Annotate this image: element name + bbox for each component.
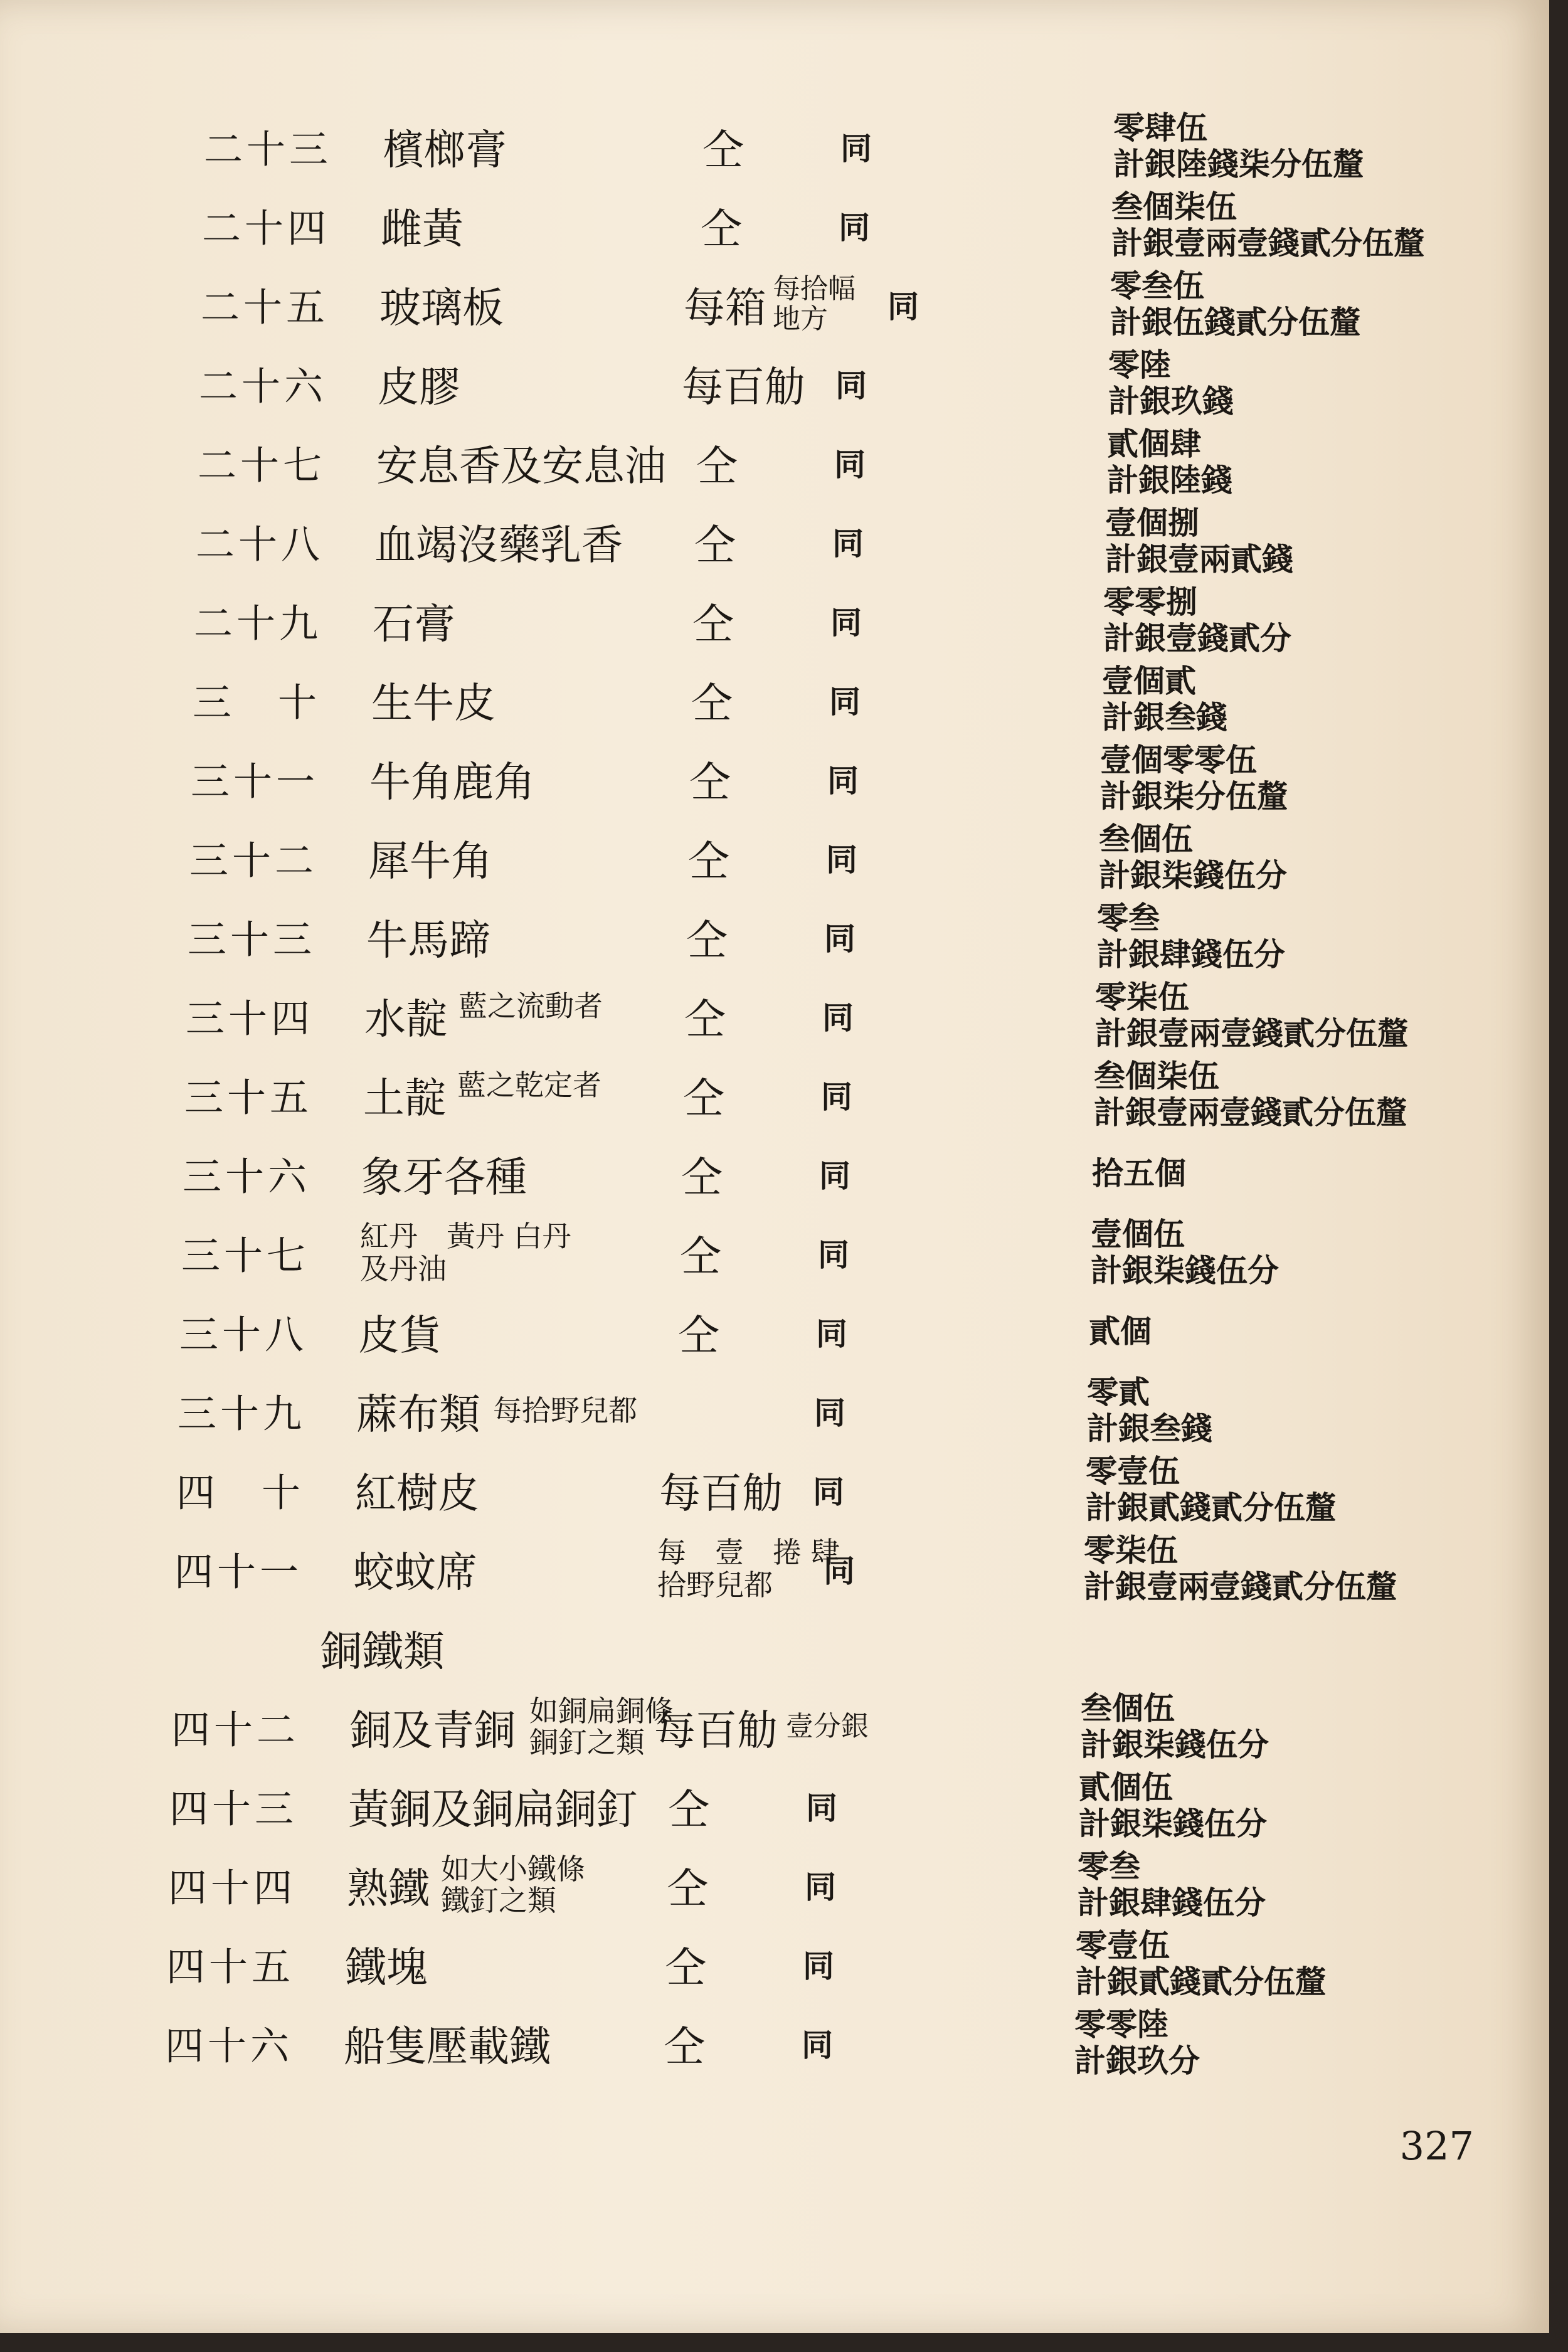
duty-line-2: 計銀貳錢貳分伍釐	[1086, 1489, 1337, 1526]
same-marker: 同	[840, 130, 872, 167]
duty-line-1: 零壹伍	[1086, 1453, 1180, 1490]
duty-line-2: 計銀陸錢柒分伍釐	[1113, 146, 1364, 183]
table-row	[0, 581, 1549, 660]
table-row	[0, 1687, 1549, 1766]
table-row	[0, 1766, 1549, 1845]
item-note: 藍之乾定者	[457, 1068, 601, 1102]
duty-line-1: 叁個柒伍	[1111, 188, 1237, 225]
item-name: 船隻壓載鐵	[344, 2022, 551, 2071]
duty-line-2: 計銀貳錢貳分伍釐	[1076, 1963, 1327, 2000]
same-marker: 同	[827, 762, 859, 799]
duty-line-2: 計銀肆錢伍分	[1078, 1884, 1266, 1921]
item-name: 蛟蚊席	[353, 1548, 477, 1597]
same-marker: 同	[813, 1473, 844, 1510]
item-unit: 每百觔	[682, 363, 806, 411]
item-name: 血竭沒藥乳香	[374, 521, 623, 569]
duty-amount	[1091, 1216, 1492, 1289]
duty-line-2: 計銀壹兩貳錢	[1105, 541, 1293, 578]
duty-amount	[1078, 1848, 1479, 1921]
duty-line-2: 計銀伍錢貳分伍釐	[1110, 304, 1361, 341]
table-row	[0, 265, 1549, 344]
same-marker: 同	[832, 525, 864, 562]
item-number: 二十九	[194, 600, 322, 647]
page-number: 327	[1399, 2123, 1474, 2169]
item-unit: 仝	[692, 600, 734, 649]
duty-line-1: 零零捌	[1103, 583, 1197, 620]
duty-line-2: 計銀叁錢	[1102, 699, 1227, 736]
table-row	[0, 976, 1549, 1055]
item-unit: 仝	[681, 1153, 723, 1202]
item-number: 二十三	[204, 126, 332, 172]
item-number: 二十四	[202, 205, 331, 252]
item-number: 二十八	[196, 521, 324, 568]
table-row	[0, 1055, 1549, 1134]
item-number: 三十八	[179, 1311, 308, 1358]
duty-amount	[1113, 110, 1515, 183]
table-row	[0, 186, 1549, 265]
duty-amount	[1103, 584, 1505, 657]
duty-amount	[1094, 1058, 1495, 1131]
item-name: 生牛皮	[371, 679, 495, 728]
same-marker: 同	[826, 841, 857, 878]
duty-line-2: 計銀陸錢	[1107, 462, 1232, 499]
duty-line-2: 計銀柒分伍釐	[1100, 778, 1288, 815]
duty-line-1: 零柒伍	[1084, 1532, 1178, 1569]
table-row	[0, 739, 1549, 818]
item-name: 皮貨	[358, 1311, 441, 1360]
item-name: 石膏	[373, 600, 455, 649]
item-number: 二十六	[199, 363, 327, 410]
item-unit: 每百觔	[659, 1469, 783, 1518]
item-number: 三十三	[188, 916, 316, 963]
duty-amount	[1081, 1690, 1482, 1763]
duty-amount	[1110, 268, 1512, 341]
item-name: 紅丹 黃丹 白丹 及丹油	[360, 1219, 600, 1286]
item-unit: 仝	[668, 1785, 709, 1834]
table-row	[0, 502, 1549, 581]
duty-line-1: 壹個零零伍	[1100, 741, 1257, 778]
table-row	[0, 1134, 1549, 1213]
duty-amount	[1089, 1313, 1490, 1350]
item-name: 牛馬蹄	[366, 916, 490, 965]
table-row	[0, 1450, 1549, 1529]
item-unit: 仝	[696, 442, 738, 490]
item-name: 蔴布類	[356, 1390, 480, 1439]
duty-amount	[1079, 1769, 1480, 1842]
item-note: 每拾野兒都	[493, 1394, 637, 1428]
same-marker: 同	[819, 1157, 850, 1194]
item-number: 三十六	[183, 1153, 311, 1200]
duty-line-1: 貳個肆	[1107, 425, 1201, 462]
same-marker: 同	[821, 1078, 852, 1115]
same-marker: 同	[803, 1947, 834, 1984]
duty-amount	[1084, 1532, 1485, 1605]
duty-line-1: 叁個伍	[1099, 820, 1193, 857]
table-row	[0, 423, 1549, 502]
same-marker: 同	[887, 288, 919, 325]
duty-line-1: 叁個伍	[1081, 1690, 1175, 1727]
table-row	[0, 1213, 1549, 1292]
table-row	[0, 1371, 1549, 1450]
item-unit: 仝	[684, 995, 726, 1044]
duty-amount	[1074, 2006, 1476, 2079]
item-name: 犀牛角	[368, 837, 492, 886]
item-name: 牛角鹿角	[369, 758, 535, 807]
table-row	[0, 660, 1549, 739]
item-unit: 仝	[678, 1311, 719, 1360]
duty-line-1: 貳個伍	[1079, 1769, 1173, 1806]
same-marker: 同	[834, 446, 866, 483]
duty-amount	[1100, 742, 1502, 815]
table-row	[0, 1608, 1549, 1687]
same-marker: 同	[818, 1236, 849, 1273]
duty-line-1: 零陸	[1108, 346, 1171, 383]
item-unit: 仝	[691, 679, 733, 728]
duty-line-2: 計銀玖錢	[1108, 383, 1234, 420]
table-row	[0, 818, 1549, 897]
same-marker: 同	[805, 1868, 836, 1905]
duty-line-1: 零零陸	[1074, 2006, 1168, 2043]
table-row	[0, 1529, 1549, 1608]
item-note: 藍之流動者	[458, 989, 603, 1023]
duty-line-2: 計銀壹兩壹錢貳分伍釐	[1094, 1094, 1407, 1131]
same-marker: 同	[824, 1552, 855, 1589]
same-marker: 同	[814, 1394, 845, 1431]
item-number: 二十五	[201, 284, 329, 331]
duty-line-1: 零肆伍	[1113, 109, 1207, 146]
item-number: 四十四	[168, 1865, 297, 1911]
duty-line-1: 貳個	[1089, 1313, 1152, 1350]
item-number: 三十二	[189, 837, 318, 884]
item-number: 四十二	[171, 1707, 300, 1753]
item-unit: 仝	[688, 837, 729, 886]
table-row	[0, 1924, 1549, 2003]
duty-amount	[1111, 189, 1513, 262]
item-number: 三十九	[177, 1391, 306, 1437]
table-row	[0, 1292, 1549, 1371]
duty-line-2: 計銀肆錢伍分	[1097, 936, 1285, 973]
duty-line-2: 計銀壹兩壹錢貳分伍釐	[1111, 225, 1425, 262]
duty-line-2: 計銀玖分	[1074, 2042, 1200, 2079]
item-name: 安息香及安息油	[376, 442, 666, 490]
category-heading: 銅鐵類	[320, 1627, 445, 1676]
duty-line-1: 壹個伍	[1091, 1216, 1185, 1253]
table-row	[0, 107, 1549, 186]
same-marker: 同	[830, 604, 862, 641]
item-number: 三十四	[186, 995, 314, 1042]
item-number: 四十三	[169, 1786, 298, 1832]
item-number: 三十一	[191, 758, 319, 805]
duty-amount	[1076, 1927, 1477, 2000]
same-marker: 同	[822, 999, 854, 1036]
duty-line-1: 零壹伍	[1076, 1927, 1170, 1964]
duty-amount	[1087, 1374, 1488, 1447]
item-unit: 仝	[667, 1864, 708, 1913]
item-name: 象牙各種	[361, 1153, 527, 1202]
duty-amount	[1086, 1453, 1487, 1526]
item-unit: 每箱	[684, 283, 766, 332]
item-number: 三十七	[181, 1232, 310, 1279]
duty-line-1: 零叁	[1078, 1848, 1140, 1885]
item-name: 銅及青銅	[350, 1706, 516, 1755]
duty-amount	[1097, 900, 1498, 973]
item-unit: 仝	[694, 521, 736, 569]
item-unit-sub: 每拾幅地方	[773, 273, 856, 335]
item-unit: 每百觔	[654, 1706, 778, 1755]
duty-line-2: 計銀柒錢伍分	[1081, 1726, 1269, 1763]
duty-line-2: 計銀壹兩壹錢貳分伍釐	[1084, 1568, 1397, 1605]
item-name: 皮膠	[378, 363, 460, 411]
duty-line-1: 零貳	[1087, 1374, 1150, 1411]
item-unit: 每 壹 捲 肆拾野兒都	[657, 1535, 840, 1602]
item-note: 如大小鐵條 鐵釘之類	[441, 1852, 585, 1917]
item-number: 三 十	[193, 679, 321, 726]
table-row	[0, 344, 1549, 423]
item-unit: 仝	[702, 125, 744, 174]
duty-line-1: 叁個柒伍	[1094, 1057, 1219, 1094]
same-marker: 同	[806, 1789, 837, 1826]
item-name: 玻璃板	[379, 283, 504, 332]
duty-amount	[1108, 347, 1510, 420]
table-row	[0, 897, 1549, 976]
item-unit: 仝	[683, 1074, 724, 1123]
duty-amount	[1099, 821, 1500, 894]
item-name: 水靛	[364, 995, 447, 1044]
duty-line-1: 零柒伍	[1095, 978, 1189, 1015]
duty-amount	[1105, 505, 1507, 578]
duty-line-1: 零叁伍	[1110, 267, 1204, 304]
same-marker: 同	[824, 920, 856, 957]
same-marker: 同	[829, 683, 861, 720]
item-unit: 仝	[686, 916, 728, 965]
item-name: 黃銅及銅扁銅釘	[348, 1785, 638, 1834]
item-number: 四 十	[176, 1470, 305, 1516]
item-unit: 仝	[689, 758, 731, 807]
item-note: 如銅扁銅條 銅釘之類	[529, 1694, 674, 1759]
same-marker: 同	[835, 367, 867, 404]
duty-line-2: 計銀柒錢伍分	[1091, 1252, 1279, 1289]
item-number: 三十五	[184, 1074, 313, 1121]
item-name: 檳榔膏	[383, 125, 507, 174]
item-unit: 仝	[664, 2022, 705, 2071]
item-name: 紅樹皮	[355, 1469, 479, 1518]
duty-line-1: 零叁	[1097, 899, 1160, 936]
duty-amount	[1107, 426, 1508, 499]
duty-line-2: 計銀柒錢伍分	[1099, 857, 1287, 894]
item-unit: 仝	[680, 1232, 721, 1281]
item-name: 雌黃	[381, 204, 464, 253]
same-marker: 同	[839, 209, 870, 246]
item-name: 熟鐵	[347, 1864, 430, 1913]
item-unit: 仝	[665, 1943, 706, 1992]
item-number: 四十一	[174, 1549, 303, 1595]
duty-amount	[1102, 663, 1503, 736]
duty-line-2: 計銀壹兩壹錢貳分伍釐	[1095, 1015, 1409, 1052]
duty-line-2: 計銀壹錢貳分	[1103, 620, 1291, 657]
duty-line-1: 壹個捌	[1105, 504, 1199, 541]
duty-amount	[1092, 1155, 1493, 1192]
same-marker: 同	[816, 1315, 847, 1352]
table-row	[0, 1845, 1549, 1924]
duty-line-2: 計銀叁錢	[1087, 1410, 1212, 1447]
same-marker: 同	[802, 2026, 833, 2063]
duty-amount	[1095, 979, 1496, 1052]
item-name: 鐵塊	[345, 1943, 428, 1992]
duty-line-2: 計銀柒錢伍分	[1079, 1805, 1267, 1842]
item-number: 四十六	[165, 2023, 294, 2069]
item-name: 土靛	[363, 1074, 446, 1123]
duty-line-1: 壹個貳	[1102, 662, 1196, 699]
duty-line-1: 拾五個	[1092, 1155, 1186, 1192]
item-unit-sub: 壹分銀	[786, 1710, 869, 1742]
item-number: 四十五	[166, 1944, 295, 1990]
item-unit: 仝	[701, 204, 742, 253]
item-number: 二十七	[198, 442, 326, 489]
table-row	[0, 2003, 1549, 2082]
